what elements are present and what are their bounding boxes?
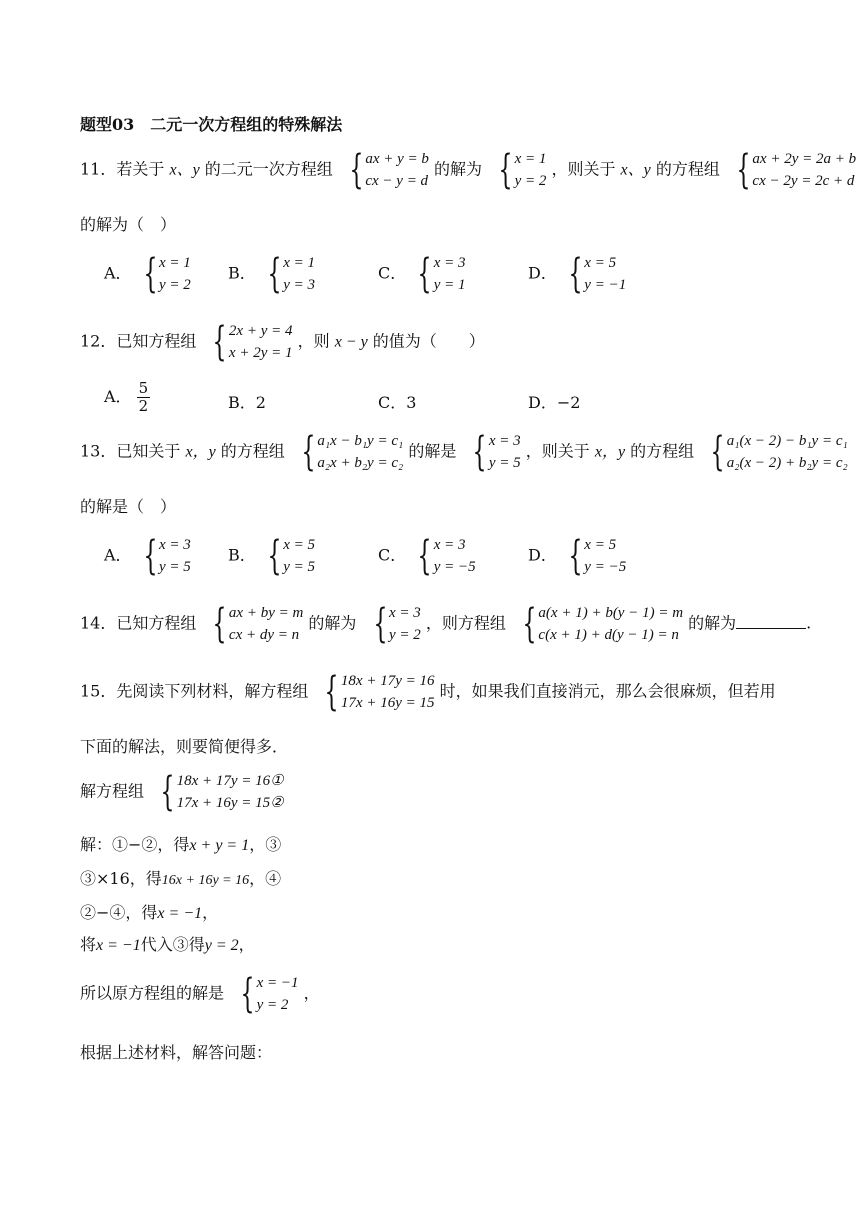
equation: y = 2 xyxy=(388,627,421,643)
equation: y = 1 xyxy=(433,277,466,293)
equation: x = 1 xyxy=(283,255,315,271)
equation: 2x + y = 4 xyxy=(228,323,293,339)
equation: y = −5 xyxy=(433,559,476,575)
q11-text: 的方程组 xyxy=(655,159,720,179)
option-label: B． xyxy=(228,263,256,283)
equation: cx + dy = n xyxy=(228,627,300,643)
option-label: B． xyxy=(228,545,256,565)
q11-text: 11．若关于 xyxy=(80,159,165,179)
step-text: ， xyxy=(238,935,255,954)
equation-system: { ax + 2y = 2a + b cx − 2y = 2c + d xyxy=(736,147,857,193)
q11-text: ，则关于 xyxy=(551,159,616,179)
equation: y = 2 xyxy=(256,997,289,1013)
step-text: 代入③得 xyxy=(140,935,205,954)
solution-system: { x = 3 y = 5 xyxy=(472,429,521,475)
step-4 xyxy=(80,932,255,955)
step-text: ，④ xyxy=(249,869,282,888)
expression: x − y xyxy=(334,333,368,351)
step-text: 将 xyxy=(80,935,97,954)
equation: 18x + 17y = 16 xyxy=(340,673,435,689)
step-text: ②−④，得 xyxy=(80,903,158,922)
solution-system: { x = 1 y = 2 xyxy=(498,147,547,193)
q14-text: . xyxy=(806,613,812,633)
option-label: D． xyxy=(528,545,557,565)
step-2 xyxy=(80,866,281,889)
q14-text: ，则方程组 xyxy=(425,613,506,633)
equation-system: { ax + y = b cx − y = d xyxy=(349,147,429,193)
equation: a₁(x − 2) − b₁y = c₁ xyxy=(726,433,848,449)
answer-blank[interactable] xyxy=(736,614,806,629)
question-14 xyxy=(80,602,811,646)
q13-text: 的解是 xyxy=(408,441,457,461)
equation: ax + by = m xyxy=(228,605,304,621)
step-5 xyxy=(80,972,320,1016)
option-label: B． xyxy=(228,393,256,412)
option-label: D． xyxy=(528,263,557,283)
equation: 17x + 16y = 15② xyxy=(176,795,284,811)
q13-text: 的方程组 xyxy=(630,441,695,461)
equation: y = 5 xyxy=(488,455,521,471)
step-text: ， xyxy=(303,983,320,1003)
q13-text: 的方程组 xyxy=(220,441,285,461)
option-b[interactable]: B． { x = 1 y = 3 xyxy=(228,251,315,297)
equation-system: { a(x + 1) + b(y − 1) = m c(x + 1) + d(y − 1) = n xyxy=(522,601,684,647)
option-label: D． xyxy=(528,393,557,412)
equation: y = 3 xyxy=(283,277,315,293)
equation: a₁x − b₁y = c₁ xyxy=(317,433,404,449)
equation: cx − y = d xyxy=(365,173,429,189)
equation: x = 3 xyxy=(488,433,521,449)
step-math: y = 2 xyxy=(204,937,239,954)
equation: y = 5 xyxy=(159,559,191,575)
q14-text: 的解为 xyxy=(308,613,357,633)
equation: x = 1 xyxy=(159,255,191,271)
equation: ax + 2y = 2a + b xyxy=(752,151,857,167)
option-b[interactable]: B． { x = 5 y = 5 xyxy=(228,533,315,579)
denominator: 2 xyxy=(138,397,149,415)
equation: x = 1 xyxy=(514,151,547,167)
step-1 xyxy=(80,832,281,855)
equation: 18x + 17y = 16① xyxy=(176,773,284,789)
equation-system: { ax + by = m cx + dy = n xyxy=(212,601,304,647)
option-c[interactable]: C． { x = 3 y = 1 xyxy=(378,251,466,297)
q12-text: ，则 xyxy=(297,331,330,351)
q11-tail: 的解为（ ） xyxy=(80,215,177,234)
option-value: −2 xyxy=(556,393,581,412)
equation: cx − 2y = 2c + d xyxy=(752,173,855,189)
final-prompt: 根据上述材料，解答问题： xyxy=(80,1043,273,1062)
equation: y = −1 xyxy=(584,277,627,293)
q14-text: 14．已知方程组 xyxy=(80,613,197,633)
option-label: C． xyxy=(378,393,407,412)
equation: y = 2 xyxy=(159,277,191,293)
q14-text: 的解为 xyxy=(688,613,737,633)
option-a[interactable]: A． { x = 3 y = 5 xyxy=(104,533,191,579)
equation: x = 3 xyxy=(433,537,466,553)
q11-vars: x、y xyxy=(169,161,200,179)
solve-label: 解方程组 xyxy=(80,781,145,801)
equation: x = 3 xyxy=(388,605,421,621)
step-math: 16x + 16y = 16 xyxy=(161,873,250,888)
q15-text: 15．先阅读下列材料，解方程组 xyxy=(80,681,309,701)
option-d[interactable]: D． { x = 5 y = −5 xyxy=(528,533,627,579)
option-c[interactable] xyxy=(378,390,416,413)
equation-system: { 18x + 17y = 16① 17x + 16y = 15② xyxy=(160,769,284,815)
equation: c(x + 1) + d(y − 1) = n xyxy=(538,627,679,643)
equation: a₂(x − 2) + b₂y = c₂ xyxy=(726,455,848,471)
numerator: 5 xyxy=(138,379,149,397)
equation-system: { a₁x − b₁y = c₁ a₂x + b₂y = c₂ xyxy=(301,429,404,475)
equation: y = −5 xyxy=(584,559,627,575)
q13-text: 13．已知关于 xyxy=(80,441,181,461)
equation-system: { a₁(x − 2) − b₁y = c₁ a₂(x − 2) + b₂y = c₂ xyxy=(710,429,848,475)
equation: x = 5 xyxy=(283,537,315,553)
step-math: x + y = 1 xyxy=(189,837,250,854)
option-d[interactable]: D． { x = 5 y = −1 xyxy=(528,251,627,297)
equation: y = 5 xyxy=(283,559,315,575)
option-label: A． xyxy=(104,545,132,565)
q12-text: 的值为（ ） xyxy=(372,331,485,351)
equation: a(x + 1) + b(y − 1) = m xyxy=(538,605,684,621)
q13-vars: x，y xyxy=(185,443,216,461)
q13-vars: x，y xyxy=(594,443,626,461)
option-c[interactable]: C． { x = 3 y = −5 xyxy=(378,533,476,579)
equation: x = 3 xyxy=(159,537,191,553)
equation-system: { 18x + 17y = 16 17x + 16y = 15 xyxy=(324,669,435,715)
solution-system: { x = −1 y = 2 xyxy=(240,971,299,1017)
equation: x = 5 xyxy=(584,255,617,271)
q15-line2: 下面的解法，则要简便得多． xyxy=(80,737,289,756)
equation-system: { 2x + y = 4 x + 2y = 1 xyxy=(212,319,293,365)
fraction xyxy=(137,380,151,415)
q13-text: ，则关于 xyxy=(525,441,590,461)
option-b[interactable] xyxy=(228,390,266,413)
step-text: 所以原方程组的解是 xyxy=(80,983,225,1003)
q11-vars: x、y xyxy=(620,161,651,179)
equation: x = −1 xyxy=(256,975,299,991)
step-text: ， xyxy=(202,903,219,922)
question-13 xyxy=(80,430,848,474)
equation: 17x + 16y = 15 xyxy=(340,695,435,711)
option-label: A． xyxy=(104,263,132,283)
equation: y = 2 xyxy=(514,173,547,189)
q13-tail: 的解是（ ） xyxy=(80,497,177,516)
question-15 xyxy=(80,670,776,714)
equation: x = 5 xyxy=(584,537,617,553)
q11-text: 的解为 xyxy=(434,159,483,179)
option-d[interactable] xyxy=(528,390,580,413)
q15-text: 时，如果我们直接消元，那么会很麻烦，但若用 xyxy=(439,681,776,701)
equation: x = 3 xyxy=(433,255,466,271)
option-label: C． xyxy=(378,545,407,565)
equation: ax + y = b xyxy=(365,151,429,167)
question-12 xyxy=(80,320,485,364)
equation: x + 2y = 1 xyxy=(228,345,293,361)
equation: a₂x + b₂y = c₂ xyxy=(317,455,404,471)
question-11 xyxy=(80,148,856,192)
solve-system xyxy=(80,770,284,814)
section-heading: 题型03 二元一次方程组的特殊解法 xyxy=(80,115,343,134)
step-text: ，③ xyxy=(249,835,282,854)
option-a[interactable]: A． { x = 1 y = 2 xyxy=(104,251,191,297)
q12-text: 12．已知方程组 xyxy=(80,331,197,351)
option-label: A． xyxy=(104,387,132,406)
option-a[interactable] xyxy=(104,380,150,415)
step-math: x = −1 xyxy=(96,937,141,954)
step-math: x = −1 xyxy=(157,905,203,922)
option-label: C． xyxy=(378,263,407,283)
step-text: ③×16，得 xyxy=(80,869,162,888)
option-value: 2 xyxy=(255,393,266,412)
step-text: 解：①−②，得 xyxy=(80,835,190,854)
step-3 xyxy=(80,900,218,923)
solution-system: { x = 3 y = 2 xyxy=(372,601,421,647)
q11-text: 的二元一次方程组 xyxy=(204,159,333,179)
option-value: 3 xyxy=(406,393,417,412)
